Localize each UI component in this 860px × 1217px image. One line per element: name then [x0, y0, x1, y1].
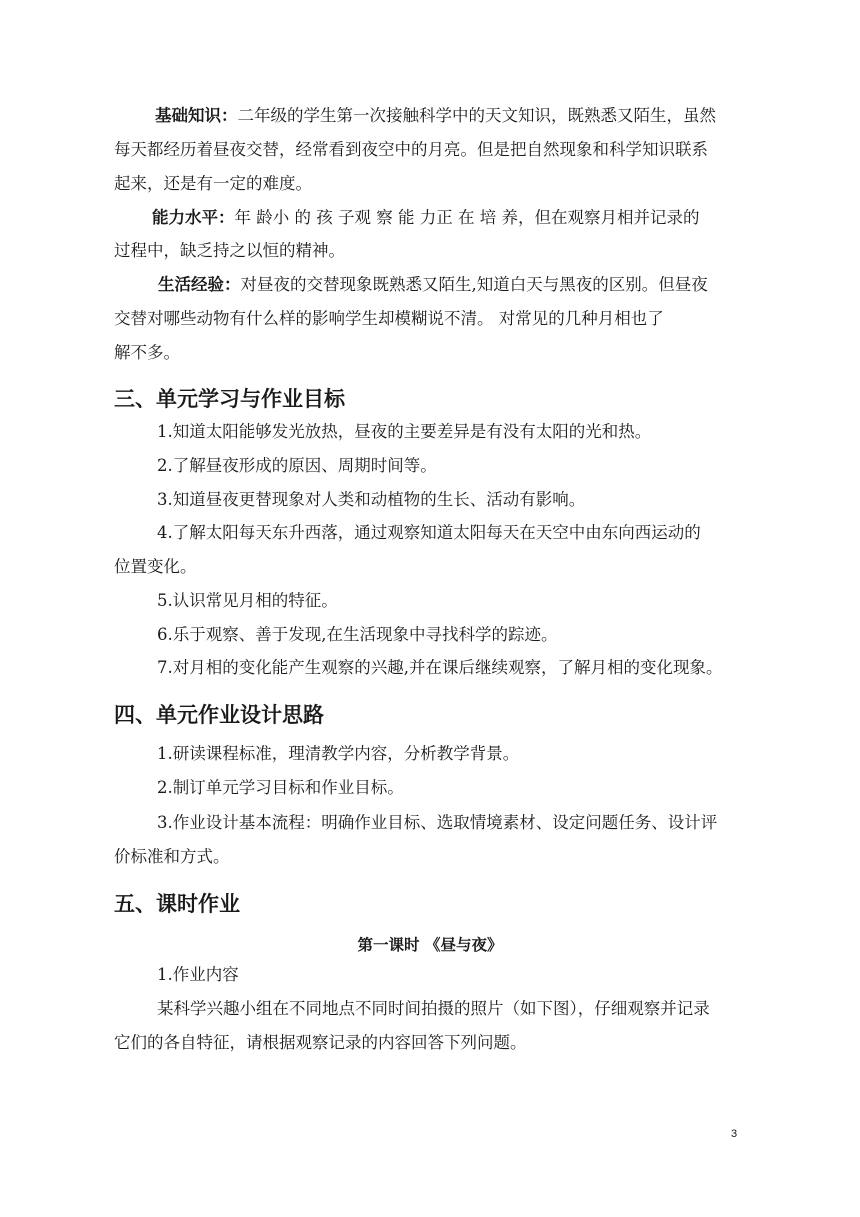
goal-item-6: 6.乐于观察、善于发现,在生活现象中寻找科学的踪迹。 [157, 625, 558, 644]
ability-level-line-2: 过程中，缺乏持之以恒的精神。 [114, 241, 345, 260]
life-experience-line-3: 解不多。 [114, 343, 180, 362]
ability-level-line-1: 能力水平：年 龄小 的 孩 子观 察 能 力正 在 培 养，但在观察月相并记录的 [152, 208, 700, 227]
homework-paragraph-line-1: 某科学兴趣小组在不同地点不同时间拍摄的照片（如下图），仔细观察并记录 [157, 999, 710, 1018]
section-4-heading: 四、单元作业设计思路 [114, 703, 324, 727]
life-experience-line-2: 交替对哪些动物有什么样的影响学生却模糊说不清。 对常见的几种月相也了 [114, 309, 664, 328]
design-item-1: 1.研读课程标准，理清教学内容，分析教学背景。 [157, 744, 520, 763]
goal-item-4: 4.了解太阳每天东升西落，通过观察知道太阳每天在天空中由东向西运动的 [157, 523, 701, 542]
basic-knowledge-line-1: 基础知识：二年级的学生第一次接触科学中的天文知识，既熟悉又陌生，虽然 [155, 106, 716, 125]
section-5-heading: 五、课时作业 [114, 892, 240, 916]
page-number: 3 [731, 1128, 738, 1140]
goal-item-4-continued: 位置变化。 [114, 557, 197, 576]
goal-item-3: 3.知道昼夜更替现象对人类和动植物的生长、活动有影响。 [157, 490, 586, 509]
basic-knowledge-label: 基础知识： [155, 106, 238, 125]
goal-item-5: 5.认识常见月相的特征。 [157, 591, 338, 610]
goal-item-1: 1.知道太阳能够发光放热，昼夜的主要差异是有没有太阳的光和热。 [157, 422, 652, 441]
homework-paragraph-line-2: 它们的各自特征，请根据观察记录的内容回答下列问题。 [114, 1033, 527, 1052]
section-3-heading: 三、单元学习与作业目标 [114, 387, 345, 411]
lesson-title: 第一课时 《昼与夜》 [357, 936, 503, 954]
life-experience-label: 生活经验： [158, 275, 241, 294]
homework-content-label: 1.作业内容 [157, 965, 239, 984]
design-item-3: 3.作业设计基本流程：明确作业目标、选取情境素材、设定问题任务、设计评 [157, 813, 718, 832]
goal-item-2: 2.了解昼夜形成的原因、周期时间等。 [157, 456, 437, 475]
life-experience-line-1: 生活经验：对昼夜的交替现象既熟悉又陌生,知道白天与黑夜的区别。但昼夜 [158, 275, 708, 294]
design-item-2: 2.制订单元学习目标和作业目标。 [157, 778, 404, 797]
basic-knowledge-line-2: 每天都经历着昼夜交替，经常看到夜空中的月亮。但是把自然现象和科学知识联系 [114, 140, 708, 159]
basic-knowledge-line-3: 起来，还是有一定的难度。 [114, 174, 312, 193]
ability-level-label: 能力水平： [152, 208, 235, 227]
design-item-3-continued: 价标准和方式。 [114, 847, 230, 866]
goal-item-7: 7.对月相的变化能产生观察的兴趣,并在课后继续观察，了解月相的变化现象。 [157, 658, 723, 677]
